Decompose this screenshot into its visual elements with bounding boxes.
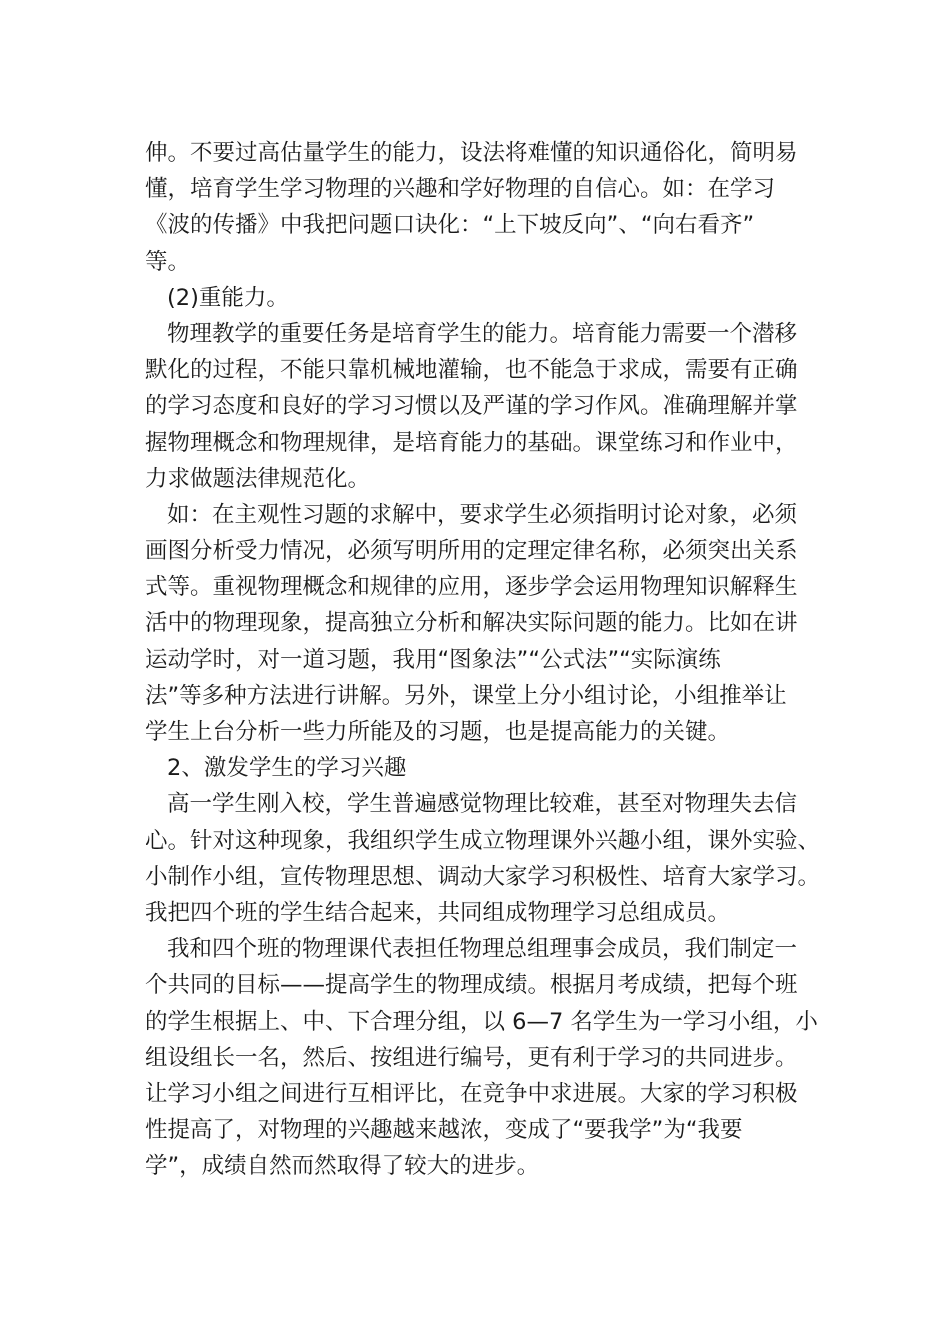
paragraph-council — [145, 931, 825, 1184]
text-line: 力求做题法律规范化。 — [145, 465, 371, 492]
text-line: 如：在主观性习题的求解中，要求学生必须指明讨论对象，必须 — [167, 501, 798, 528]
text-line: 伸。不要过高估量学生的能力，设法将难懂的知识通俗化，简明易 — [145, 140, 798, 166]
text-line: 运动学时，对一道习题，我用“图象法”“公式法”“实际演练 — [145, 646, 721, 673]
text-line: 心。针对这种现象，我组织学生成立物理课外兴趣小组，课外实验、 — [145, 827, 821, 854]
text-line: 让学习小组之间进行互相评比，在竞争中求进展。大家的学习积极 — [145, 1080, 798, 1107]
text-line: 2、激发学生的学习兴趣 — [167, 755, 407, 782]
text-line: 高一学生刚入校，学生普遍感觉物理比较难，甚至对物理失去信 — [167, 791, 798, 818]
text-line: (2)重能力。 — [167, 284, 289, 311]
text-line: 《波的传播》中我把问题口诀化：“上下坡反向”、“向右看齐” — [145, 212, 755, 239]
text-line: 活中的物理现象，提高独立分析和解决实际问题的能力。比如在讲 — [145, 610, 798, 637]
text-line: 小制作小组，宣传物理思想、调动大家学习积极性、培育大家学习。 — [145, 863, 821, 890]
text-line: 物理教学的重要任务是培育学生的能力。培育能力需要一个潜移 — [167, 320, 798, 347]
document-body — [145, 135, 825, 1184]
paragraph-continuation — [145, 135, 825, 280]
text-line: 法”等多种方法进行讲解。另外，课堂上分小组讨论，小组推举让 — [145, 682, 787, 709]
text-line: 学”，成绩自然而然取得了较大的进步。 — [145, 1153, 540, 1180]
section-heading-interest — [145, 750, 825, 786]
text-line: 式等。重视物理概念和规律的应用，逐步学会运用物理知识解释生 — [145, 574, 798, 601]
text-line: 懂，培育学生学习物理的兴趣和学好物理的自信心。如：在学习 — [145, 176, 776, 203]
subheading-ability — [145, 280, 825, 316]
text-line: 的学习态度和良好的学习习惯以及严谨的学习作风。准确理解并掌 — [145, 393, 798, 420]
text-line: 我把四个班的学生结合起来，共同组成物理学习总组成员。 — [145, 899, 731, 926]
text-line: 画图分析受力情况，必须写明所用的定理定律名称，必须突出关系 — [145, 538, 798, 565]
text-line: 握物理概念和物理规律，是培育能力的基础。课堂练习和作业中， — [145, 429, 798, 456]
paragraph-example — [145, 497, 825, 750]
text-line: 组设组长一名，然后、按组进行编号，更有利于学习的共同进步。 — [145, 1044, 798, 1071]
text-line: 个共同的目标——提高学生的物理成绩。根据月考成绩，把每个班 — [145, 972, 798, 999]
text-line: 的学生根据上、中、下合理分组，以 6—7 名学生为一学习小组，小 — [145, 1008, 818, 1035]
text-line: 学生上台分析一些力所能及的习题，也是提高能力的关键。 — [145, 719, 731, 745]
paragraph-interest-group — [145, 786, 825, 931]
text-line: 我和四个班的物理课代表担任物理总组理事会成员，我们制定一 — [167, 936, 798, 963]
text-line: 性提高了，对物理的兴趣越来越浓，变成了“要我学”为“我要 — [145, 1117, 743, 1144]
text-line: 默化的过程，不能只靠机械地灌输，也不能急于求成，需要有正确 — [145, 357, 798, 384]
text-line: 等。 — [145, 248, 191, 275]
paragraph-ability — [145, 316, 825, 497]
